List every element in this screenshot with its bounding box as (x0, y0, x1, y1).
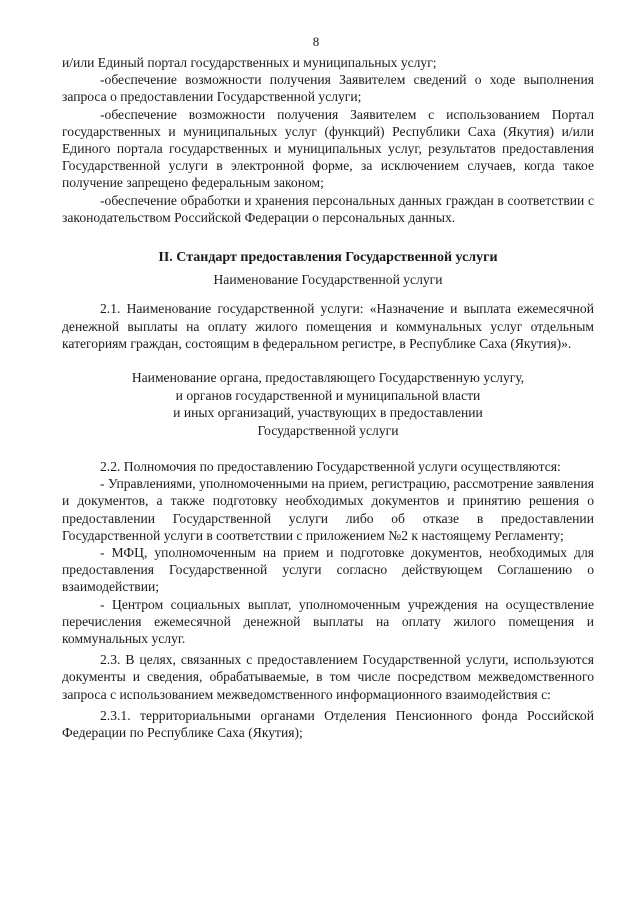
intro-item-results: -обеспечение возможности получения Заявителем с использованием Портал государственных и муниципальных услуг (функций) Республики Саха (Якутия) и/или Единого портала государственных и муниципальных услуг, результатов предоставления Государственной услуги в электронной форме, за исключением случаев, когда такое получение запрещено федеральным законом; (62, 106, 594, 191)
paragraph-2-3-1: 2.3.1. территориальными органами Отделения Пенсионного фонда Российской Федерации по Республике Саха (Якутия); (62, 707, 594, 741)
section-title: II. Стандарт предоставления Государственной услуги (158, 250, 498, 266)
document-body (62, 54, 594, 741)
organ-heading-line: Наименование органа, предоставляющего Государственную услугу, (131, 370, 525, 386)
paragraph-2-2-item-departments: - Управлениями, уполномоченными на прием, регистрацию, рассмотрение заявления и документов, а также подготовку необходимых документов и принятию решения о предоставлении Государственной услуги либо об отказе в предоставлении Государственной услуги в соответствии с приложением №2 к настоящему Регламенту; (62, 476, 594, 543)
intro-continuation: и/или Единый портал государственных и муниципальных услуг; (62, 55, 437, 70)
organ-heading-line: Государственной услуги (257, 422, 399, 438)
paragraph-2-2-item-payments-center: - Центром социальных выплат, уполномоченным учреждения на осуществление перечисления ежемесячной денежной выплаты на оплату жилого помещения и коммунальных услуг. (62, 596, 594, 647)
page-number: 8 (312, 34, 320, 49)
organ-heading (62, 369, 594, 439)
section-subtitle: Наименование Государственной услуги (213, 272, 443, 288)
intro-item-status: -обеспечение возможности получения Заявителем сведений о ходе выполнения запроса о предоставлении Государственной услуги; (62, 72, 594, 105)
paragraph-2-1: 2.1. Наименование государственной услуги: «Назначение и выплата ежемесячной денежной выплаты на оплату жилого помещения и коммунальных услуг отдельным категориям граждан, состоящим в федеральном регистре, в Республике Саха (Якутия)». (62, 301, 594, 351)
intro-item-personal-data: -обеспечение обработки и хранения персональных данных граждан в соответствии с законодательством Российской Федерации о персональных данных. (62, 192, 594, 225)
organ-heading-line: и иных организаций, участвующих в предоставлении (173, 405, 483, 421)
paragraph-2-2-item-mfc: - МФЦ, уполномоченным на прием и подготовке документов, необходимых для предоставления Государственной услуги согласно действующем Соглашению о взаимодействии; (62, 545, 594, 595)
paragraph-2-3: 2.3. В целях, связанных с предоставлением Государственной услуги, используются документы и сведения, обрабатываемые, в том числе посредством межведомственного запроса с использованием межведомственного информационного взаимодействия с: (62, 652, 594, 702)
paragraph-2-2: 2.2. Полномочия по предоставлению Государственной услуги осуществляются: (100, 459, 561, 475)
organ-heading-line: и органов государственной и муниципальной власти (175, 387, 481, 403)
